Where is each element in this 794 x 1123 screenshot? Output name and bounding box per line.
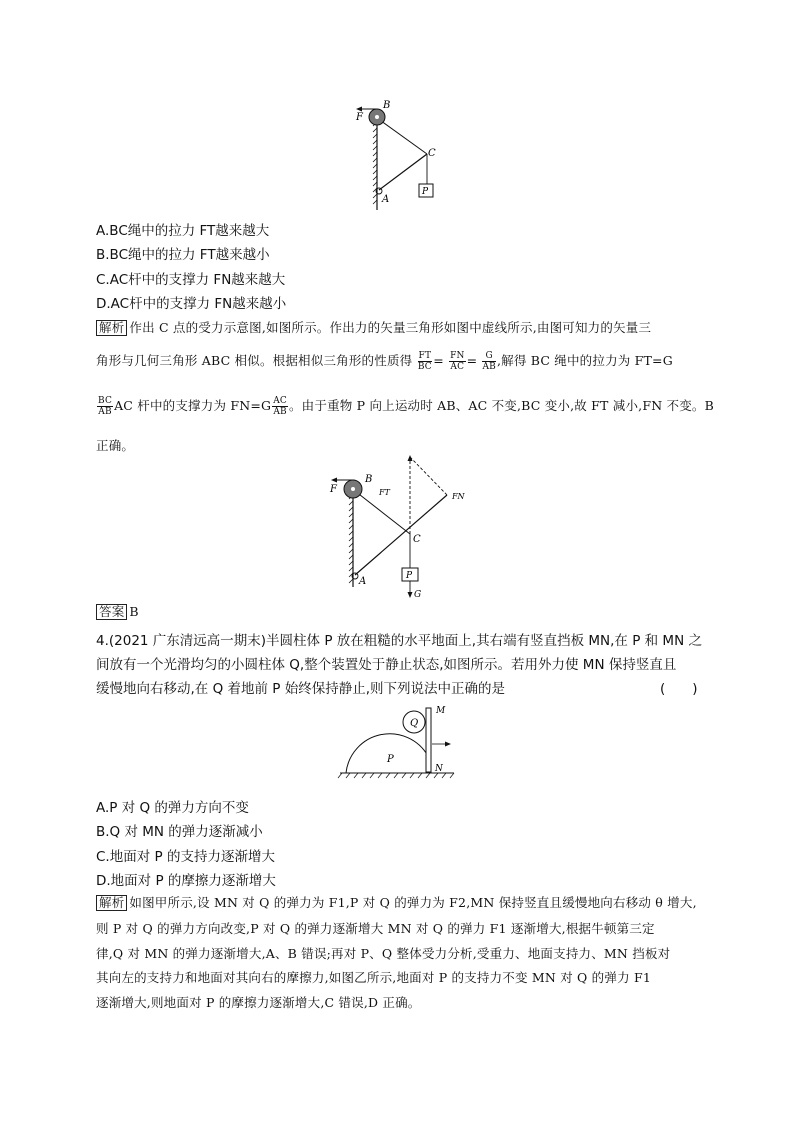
fraction-bc-ab: $\frac{BC}{AB}$: [98, 396, 113, 417]
q3-analysis-line-2: 角形与几何三角形 ABC 相似。根据相似三角形的性质得 $\frac{FT}{BC}$ = $\frac{FN}{AC}$ = $\frac{G}{AB}$ ,解得 BC 绳中的拉力为 FT=G: [96, 351, 673, 372]
fraction-ft-bc: $\frac{FT}{BC}$: [417, 351, 432, 372]
fig2-label-P: P: [406, 571, 413, 581]
fig1-label-P: P: [422, 187, 429, 197]
answer-tag: 答案: [96, 604, 127, 620]
q4-analysis-line-4: 其向左的支持力和地面对其向右的摩擦力,如图乙所示,地面对 P 的支持力不变 MN 对 Q 的弹力 F1: [96, 970, 651, 985]
fig1-label-F: F: [356, 112, 363, 123]
fig2-label-G: G: [414, 590, 422, 600]
q4-option-c: C.地面对 P 的支持力逐渐增大: [96, 849, 275, 865]
fig3-label-P: P: [387, 754, 394, 765]
q4-answer-paren: ( ): [660, 681, 698, 697]
q4-option-a: A.P 对 Q 的弹力方向不变: [96, 800, 249, 816]
fig2-label-A: A: [359, 576, 367, 587]
q4-stem-line-2: 间放有一个光滑均匀的小圆柱体 Q,整个装置处于静止状态,如图所示。若用外力使 MN 保持竖直且: [96, 657, 677, 673]
q4-analysis-line-5: 逐渐增大,则地面对 P 的摩擦力逐渐增大,C 错误,D 正确。: [96, 995, 421, 1010]
fig1-label-B: B: [383, 100, 391, 111]
fig2-label-B: B: [365, 474, 373, 485]
q3-option-d: D.AC杆中的支撑力 FN越来越小: [96, 296, 287, 312]
fig3-label-N: N: [435, 764, 443, 774]
figure-pulley-1: [350, 98, 470, 218]
q3-answer: 答案 B: [96, 604, 139, 620]
fig3-label-M: M: [436, 706, 446, 716]
q4-option-d: D.地面对 P 的摩擦力逐渐增大: [96, 873, 276, 889]
q4-analysis-line-2: 则 P 对 Q 的弹力方向改变,P 对 Q 的弹力逐渐增大 MN 对 Q 的弹力 F1 逐渐增大,根据牛顿第三定: [96, 921, 655, 936]
q3-analysis-line-4: 正确。: [96, 438, 135, 453]
q3-analysis-line-3: $\frac{BC}{AB}$ AC 杆中的支撑力为 FN=G $\frac{AC}{AB}$ 。由于重物 P 向上运动时 AB、AC 不变,BC 变小,故 FT 减小,FN 不变。B: [98, 396, 714, 417]
fraction-fn-ac: $\frac{FN}{AC}$: [450, 351, 465, 372]
q4-stem-line-1: 4.(2021 广东清远高一期末)半圆柱体 P 放在粗糙的水平地面上,其右端有竖直挡板 MN,在 P 和 MN 之: [96, 633, 702, 649]
figure-semicylinder: [332, 700, 462, 780]
q3-option-a: A.BC绳中的拉力 FT越来越大: [96, 223, 270, 239]
fig1-label-C: C: [428, 148, 436, 159]
q3-option-b: B.BC绳中的拉力 FT越来越小: [96, 247, 270, 263]
fig3-label-Q: Q: [410, 718, 419, 729]
fig2-label-FT: FT: [379, 488, 390, 497]
q3-option-c: C.AC杆中的支撑力 FN越来越大: [96, 272, 286, 288]
fig2-label-C: C: [413, 534, 421, 545]
fraction-g-ab: $\frac{G}{AB}$: [482, 351, 496, 372]
q4-option-b: B.Q 对 MN 的弹力逐渐减小: [96, 824, 263, 840]
fraction-ac-ab: $\frac{AC}{AB}$: [273, 396, 287, 417]
analysis-tag: 解析: [96, 320, 127, 336]
fig2-label-FN: FN: [452, 492, 465, 501]
q4-stem-line-3: 缓慢地向右移动,在 Q 着地前 P 始终保持静止,则下列说法中正确的是: [96, 681, 506, 697]
analysis-tag-2: 解析: [96, 895, 127, 911]
q4-analysis-line-3: 律,Q 对 MN 的弹力逐渐增大,A、B 错误;再对 P、Q 整体受力分析,受重力、地面支持力、MN 挡板对: [96, 946, 671, 961]
fig1-label-A: A: [382, 194, 390, 205]
figure-pulley-force: [322, 455, 482, 601]
q4-analysis-line-1: 解析 如图甲所示,设 MN 对 Q 的弹力为 F1,P 对 Q 的弹力为 F2,MN 保持竖直且缓慢地向右移动 θ 增大,: [96, 893, 697, 911]
q3-analysis-line-1: 解析 作出 C 点的受力示意图,如图所示。作出力的矢量三角形如图中虚线所示,由图可知力的矢量三: [96, 318, 651, 336]
fig2-label-F: F: [330, 484, 337, 495]
